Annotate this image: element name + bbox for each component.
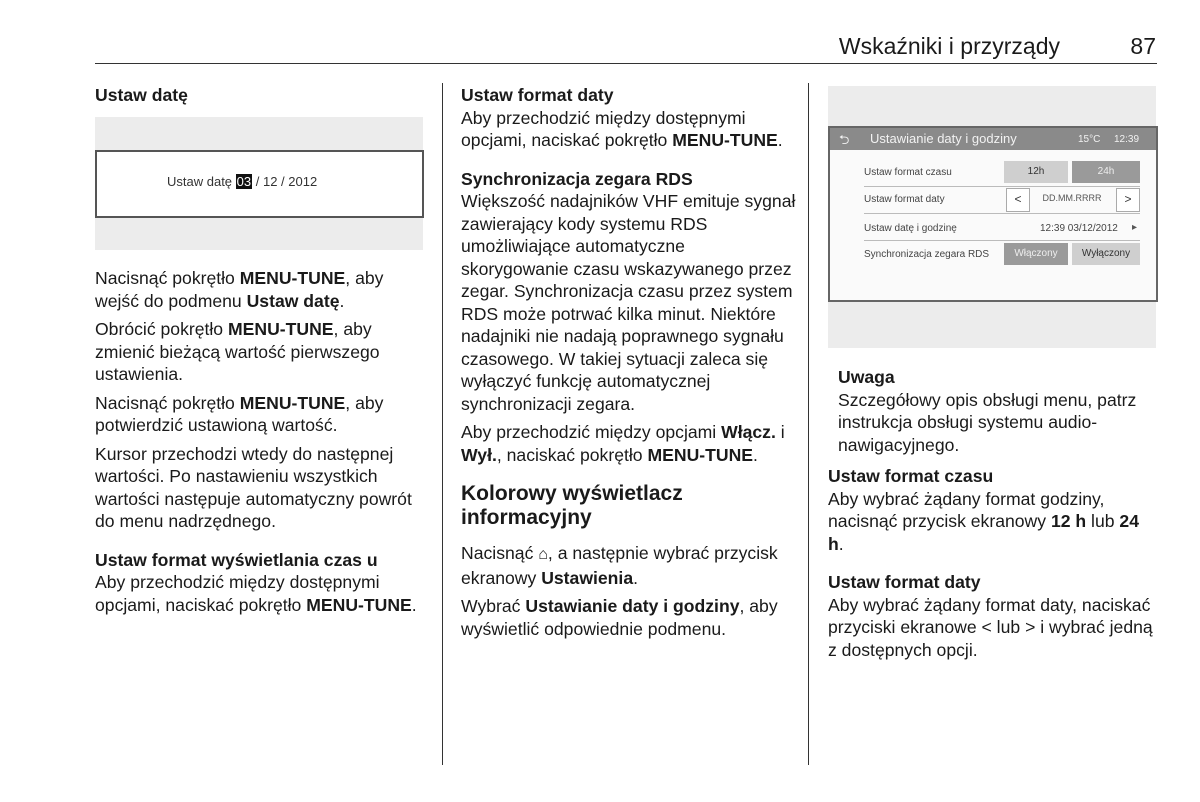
row-label: Ustaw format czasu (864, 167, 952, 178)
page-number: 87 (1130, 33, 1156, 59)
format-12h-button[interactable]: 12h (1004, 161, 1068, 183)
screen-title-bar (830, 128, 1156, 150)
rds-off-button[interactable]: Wyłączony (1072, 243, 1140, 265)
row-label: Ustaw format daty (864, 194, 945, 205)
prev-format-button[interactable]: < (1006, 188, 1030, 212)
row-time-format (864, 161, 1140, 183)
paragraph: Wybrać Ustawianie daty i godziny, aby wyświetlić odpowiednie podmenu. (461, 596, 778, 639)
format-24h-button[interactable]: 24h (1072, 161, 1140, 183)
screen-title: Ustawianie daty i godziny (870, 131, 1017, 146)
paragraph: Nacisnąć pokrętło MENU-TUNE, aby wejść do podmenu Ustaw datę. (95, 268, 384, 311)
rds-on-button[interactable]: Włączony (1004, 243, 1068, 265)
heading-date-format: Ustaw format daty (828, 572, 981, 592)
temperature: 15°C (1078, 134, 1101, 145)
set-date-label: Ustaw datę (167, 174, 233, 189)
row-divider (864, 186, 1140, 187)
note-text: Szczegółowy opis obsługi menu, patrz instrukcja obsługi systemu audio-nawigacyjnego. (838, 389, 1137, 455)
column-divider (442, 83, 443, 765)
heading-time-format: Ustaw format czasu (828, 466, 994, 486)
paragraph: Obrócić pokrętło MENU-TUNE, aby zmienić bieżącą wartość pierwszego ustawienia. (95, 319, 380, 384)
home-icon: ⌂ (538, 546, 548, 563)
paragraph: Aby przechodzić między opcjami Włącz. i Wył., naciskać pokrętło MENU-TUNE. (461, 422, 785, 465)
paragraph: Aby wybrać żądany format daty, naciskać przyciski ekranowe < lub > i wybrać jedną z dostępnych opcji. (828, 594, 1153, 660)
settings-screen (828, 126, 1158, 302)
date-rest: / 12 / 2012 (252, 174, 318, 189)
column-divider (808, 83, 809, 765)
back-arrow-icon[interactable]: ⮌ (839, 132, 850, 147)
column-1-body (95, 267, 430, 622)
paragraph: Aby przechodzić między dostępnymi opcjami, naciskać pokrętło MENU-TUNE. (461, 107, 783, 150)
row-date-format (864, 188, 1140, 210)
column-3-body (828, 465, 1158, 667)
paragraph: Aby przechodzić między dostępnymi opcjami, naciskać pokrętło MENU-TUNE. (95, 572, 417, 615)
row-divider (864, 213, 1140, 214)
note-block (838, 366, 1148, 462)
heading-date-format: Ustaw format daty (461, 85, 614, 105)
paragraph: Nacisnąć pokrętło MENU-TUNE, aby potwierdzić ustawioną wartość. (95, 392, 384, 435)
paragraph: Aby wybrać żądany format godziny, nacisnąć przycisk ekranowy 12 h lub 24 h. (828, 488, 1139, 554)
row-divider (864, 240, 1140, 241)
date-cursor: 03 (236, 174, 252, 189)
heading-set-date: Ustaw datę (95, 85, 188, 105)
clock: 12:39 (1114, 134, 1140, 145)
heading-color-display: Kolorowy wyświetlacz informacyjny (461, 482, 683, 529)
chevron-right-icon: ▸ (1132, 222, 1138, 233)
set-date-figure (95, 117, 423, 250)
heading-rds-sync: Synchronizacja zegara RDS (461, 168, 693, 189)
date-time-value: 12:39 03/12/2012 (1040, 223, 1118, 234)
date-format-value: DD.MM.RRRR (1042, 193, 1102, 203)
section-title: Wskaźniki i przyrządy (838, 33, 1060, 59)
row-rds-sync (864, 243, 1140, 265)
set-date-display (95, 150, 424, 218)
settings-screen-figure (828, 86, 1156, 348)
row-label: Synchronizacja zegara RDS (864, 249, 990, 260)
next-format-button[interactable]: > (1116, 188, 1140, 212)
paragraph: Większość nadajników VHF emituje sygnał zawierający kody systemu RDS umożliwiające automatyczne skorygowanie czasu wskazywanego przez zegar. Synchronizacja czasu przez system RDS może potrwać kilka minut. Niektóre nadajniki nie nadają poprawnego sygnału czasowego. W takiej sytuacji zaleca się wyłączyć funkcję automatycznej synchronizacji zegara. (461, 191, 796, 414)
header-rule (95, 63, 1157, 64)
row-label: Ustaw datę i godzinę (864, 223, 957, 234)
paragraph: Nacisnąć ⌂, a następnie wybrać przycisk ekranowy Ustawienia. (461, 543, 778, 588)
column-2 (461, 84, 796, 646)
column-1 (95, 84, 425, 107)
paragraph: Kursor przechodzi wtedy do następnej wartości. Po nastawieniu wszystkich wartości następuje automatyczny powrót do menu nadrzędnego. (95, 443, 412, 531)
note-heading: Uwaga (838, 367, 895, 387)
heading-time-format: Ustaw format wyświetlania czas u (95, 549, 378, 570)
row-set-date-time[interactable] (864, 217, 1140, 239)
set-date-text (167, 174, 317, 189)
